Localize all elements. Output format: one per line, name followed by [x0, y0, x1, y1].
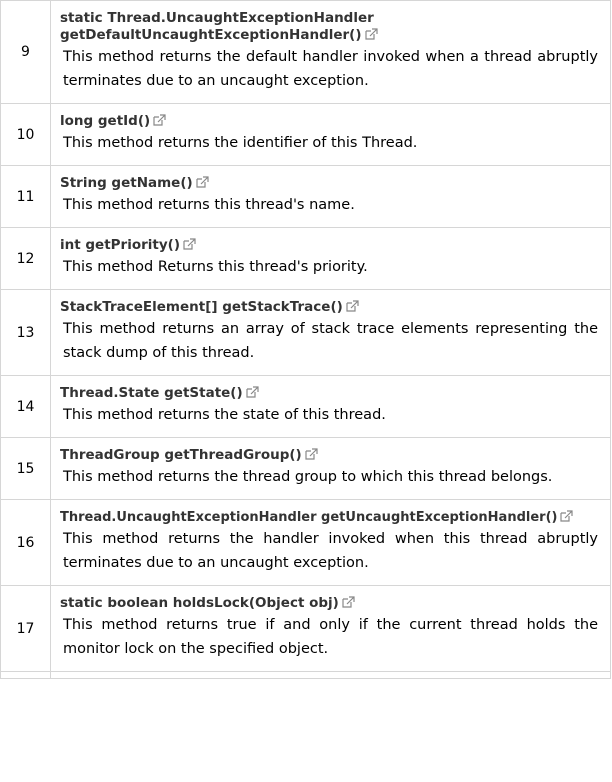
- row-number: 10: [1, 104, 51, 166]
- method-cell: [51, 290, 611, 376]
- table-row: [1, 104, 611, 166]
- row-number: 13: [1, 290, 51, 376]
- external-link-icon[interactable]: [560, 510, 573, 522]
- table-row: [1, 290, 611, 376]
- external-link-icon[interactable]: [183, 238, 196, 250]
- method-description: This method returns true if and only if the current thread holds the monitor lock on the specified object.: [63, 617, 598, 657]
- method-signature-part: getDefaultUncaughtExceptionHandler(): [60, 27, 362, 43]
- method-signature-part: Thread.State getState(): [60, 385, 243, 401]
- method-description: This method Returns this thread's priority.: [63, 259, 368, 275]
- method-description: This method returns the default handler invoked when a thread abruptly terminates due to an uncaught exception.: [63, 49, 598, 89]
- method-signature-link[interactable]: [60, 447, 598, 464]
- external-link-icon[interactable]: [196, 176, 209, 188]
- external-link-icon[interactable]: [153, 114, 166, 126]
- method-signature-link[interactable]: [60, 509, 598, 526]
- method-signature-part: long getId(): [60, 113, 151, 129]
- method-cell: [51, 586, 611, 672]
- method-description: This method returns an array of stack trace elements representing the stack dump of this thread.: [63, 321, 598, 361]
- method-description: This method returns the thread group to which this thread belongs.: [63, 469, 553, 485]
- external-link-icon[interactable]: [305, 448, 318, 460]
- table-row: [1, 376, 611, 438]
- method-signature-part: static boolean holdsLock(Object obj): [60, 595, 339, 611]
- row-number: 16: [1, 500, 51, 586]
- method-cell: [51, 438, 611, 500]
- external-link-icon[interactable]: [246, 386, 259, 398]
- row-number: 9: [1, 1, 51, 104]
- method-signature-link[interactable]: [60, 113, 598, 130]
- method-signature-link[interactable]: [60, 10, 598, 44]
- method-cell: [51, 376, 611, 438]
- method-signature-part: static Thread.UncaughtExceptionHandler: [60, 10, 374, 26]
- method-description: This method returns the handler invoked when this thread abruptly terminates due to an uncaught exception.: [63, 531, 598, 571]
- method-cell: [51, 228, 611, 290]
- method-signature-link[interactable]: [60, 595, 598, 612]
- method-signature-part: ThreadGroup getThreadGroup(): [60, 447, 302, 463]
- table-row: [1, 500, 611, 586]
- method-cell-partial: [51, 672, 611, 679]
- row-number-partial: [1, 672, 51, 679]
- table-row: [1, 166, 611, 228]
- method-signature-link[interactable]: [60, 237, 598, 254]
- row-number: 11: [1, 166, 51, 228]
- method-description: This method returns this thread's name.: [63, 197, 355, 213]
- row-number: 15: [1, 438, 51, 500]
- method-cell: [51, 500, 611, 586]
- table-row: [1, 228, 611, 290]
- table-row-partial: [1, 672, 611, 679]
- method-description: This method returns the state of this thread.: [63, 407, 386, 423]
- method-signature-part: String getName(): [60, 175, 193, 191]
- row-number: 14: [1, 376, 51, 438]
- table-row: [1, 1, 611, 104]
- row-number: 12: [1, 228, 51, 290]
- method-cell: [51, 166, 611, 228]
- external-link-icon[interactable]: [342, 596, 355, 608]
- external-link-icon[interactable]: [365, 28, 378, 40]
- row-number: 17: [1, 586, 51, 672]
- method-signature-link[interactable]: [60, 385, 598, 402]
- method-cell: [51, 1, 611, 104]
- table-row: [1, 438, 611, 500]
- method-signature-part: int getPriority(): [60, 237, 180, 253]
- method-cell: [51, 104, 611, 166]
- method-description: This method returns the identifier of this Thread.: [63, 135, 418, 151]
- method-signature-part: Thread.UncaughtExceptionHandler getUncaughtExceptionHandler(): [60, 510, 558, 525]
- method-signature-link[interactable]: [60, 175, 598, 192]
- external-link-icon[interactable]: [346, 300, 359, 312]
- method-signature-part: StackTraceElement[] getStackTrace(): [60, 299, 343, 315]
- table-row: [1, 586, 611, 672]
- method-signature-link[interactable]: [60, 299, 598, 316]
